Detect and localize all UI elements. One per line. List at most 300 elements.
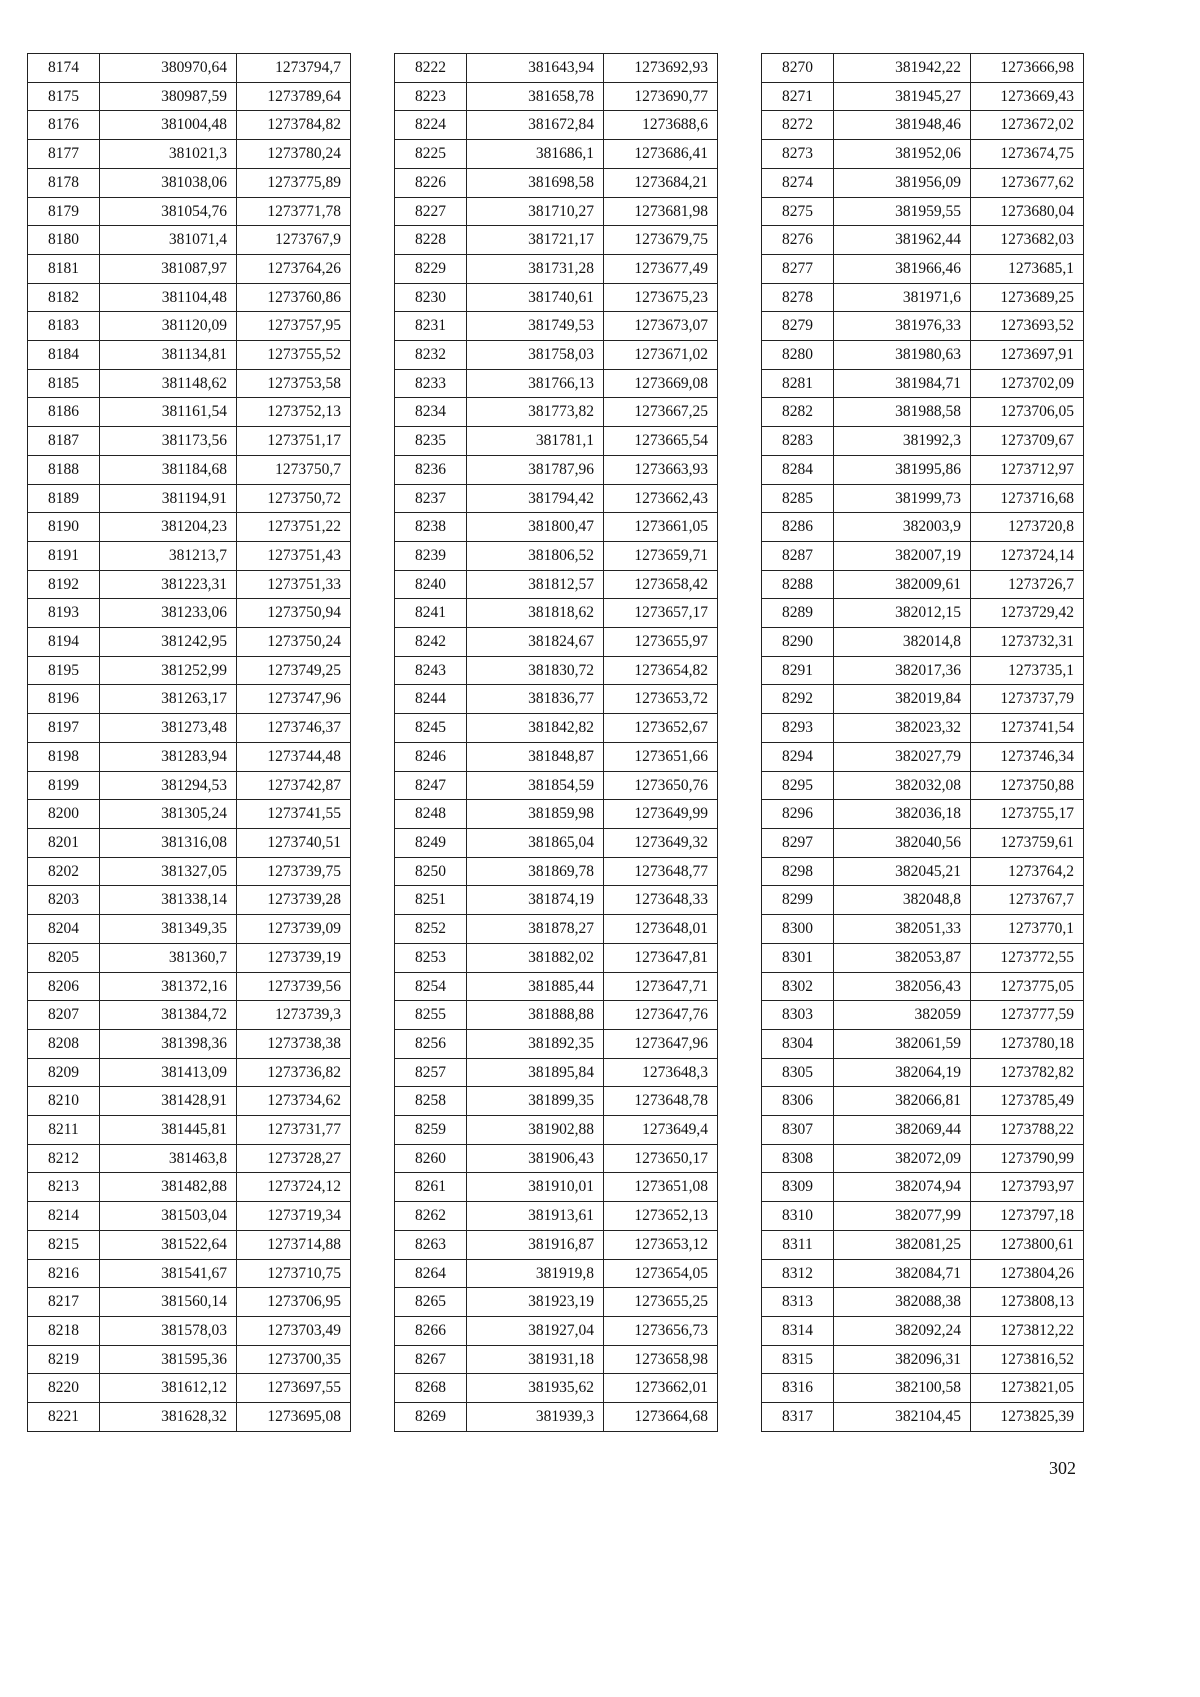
x-coordinate-cell: 381054,76 <box>100 197 237 226</box>
point-number-cell: 8310 <box>762 1202 834 1231</box>
table-row <box>395 1173 718 1202</box>
y-coordinate-cell: 1273667,25 <box>604 398 718 427</box>
point-number-cell: 8283 <box>762 427 834 456</box>
point-number-cell: 8302 <box>762 972 834 1001</box>
x-coordinate-cell: 381204,23 <box>100 513 237 542</box>
x-coordinate-cell: 381021,3 <box>100 140 237 169</box>
point-number-cell: 8256 <box>395 1029 467 1058</box>
x-coordinate-cell: 381992,3 <box>834 427 971 456</box>
y-coordinate-cell: 1273797,18 <box>971 1202 1084 1231</box>
point-number-cell: 8202 <box>28 857 100 886</box>
x-coordinate-cell: 381999,73 <box>834 484 971 513</box>
y-coordinate-cell: 1273742,87 <box>237 771 351 800</box>
point-number-cell: 8190 <box>28 513 100 542</box>
y-coordinate-cell: 1273674,75 <box>971 140 1084 169</box>
point-number-cell: 8225 <box>395 140 467 169</box>
table-row <box>762 1116 1084 1145</box>
x-coordinate-cell: 381148,62 <box>100 369 237 398</box>
x-coordinate-cell: 381628,32 <box>100 1403 237 1432</box>
point-number-cell: 8176 <box>28 111 100 140</box>
y-coordinate-cell: 1273655,25 <box>604 1288 718 1317</box>
table-row <box>395 341 718 370</box>
point-number-cell: 8293 <box>762 714 834 743</box>
point-number-cell: 8228 <box>395 226 467 255</box>
point-number-cell: 8305 <box>762 1058 834 1087</box>
x-coordinate-cell: 381223,31 <box>100 570 237 599</box>
x-coordinate-cell: 382069,44 <box>834 1116 971 1145</box>
y-coordinate-cell: 1273750,94 <box>237 599 351 628</box>
table-row <box>28 857 351 886</box>
y-coordinate-cell: 1273693,52 <box>971 312 1084 341</box>
table-row <box>28 82 351 111</box>
x-coordinate-cell: 381194,91 <box>100 484 237 513</box>
y-coordinate-cell: 1273751,33 <box>237 570 351 599</box>
y-coordinate-cell: 1273659,71 <box>604 541 718 570</box>
x-coordinate-cell: 382009,61 <box>834 570 971 599</box>
table-row <box>762 111 1084 140</box>
point-number-cell: 8224 <box>395 111 467 140</box>
x-coordinate-cell: 381305,24 <box>100 800 237 829</box>
point-number-cell: 8249 <box>395 828 467 857</box>
y-coordinate-cell: 1273665,54 <box>604 427 718 456</box>
y-coordinate-cell: 1273662,43 <box>604 484 718 513</box>
point-number-cell: 8300 <box>762 915 834 944</box>
x-coordinate-cell: 381213,7 <box>100 541 237 570</box>
table-row <box>28 254 351 283</box>
point-number-cell: 8276 <box>762 226 834 255</box>
point-number-cell: 8201 <box>28 828 100 857</box>
y-coordinate-cell: 1273712,97 <box>971 455 1084 484</box>
point-number-cell: 8194 <box>28 628 100 657</box>
y-coordinate-cell: 1273654,82 <box>604 656 718 685</box>
table-row <box>762 1403 1084 1432</box>
table-row <box>28 1001 351 1030</box>
y-coordinate-cell: 1273764,2 <box>971 857 1084 886</box>
x-coordinate-cell: 382003,9 <box>834 513 971 542</box>
x-coordinate-cell: 381800,47 <box>467 513 604 542</box>
y-coordinate-cell: 1273764,26 <box>237 254 351 283</box>
table-row <box>762 369 1084 398</box>
table-row <box>762 1173 1084 1202</box>
table-row <box>28 226 351 255</box>
point-number-cell: 8179 <box>28 197 100 226</box>
page-number: 302 <box>1049 1458 1076 1478</box>
point-number-cell: 8259 <box>395 1116 467 1145</box>
y-coordinate-cell: 1273759,61 <box>971 828 1084 857</box>
point-number-cell: 8281 <box>762 369 834 398</box>
x-coordinate-cell: 381913,61 <box>467 1202 604 1231</box>
x-coordinate-cell: 381384,72 <box>100 1001 237 1030</box>
point-number-cell: 8234 <box>395 398 467 427</box>
x-coordinate-cell: 382023,32 <box>834 714 971 743</box>
y-coordinate-cell: 1273731,77 <box>237 1116 351 1145</box>
y-coordinate-cell: 1273750,7 <box>237 455 351 484</box>
table-row <box>395 369 718 398</box>
table-row <box>395 1029 718 1058</box>
x-coordinate-cell: 382061,59 <box>834 1029 971 1058</box>
x-coordinate-cell: 381004,48 <box>100 111 237 140</box>
point-number-cell: 8258 <box>395 1087 467 1116</box>
table-row <box>395 1288 718 1317</box>
y-coordinate-cell: 1273686,41 <box>604 140 718 169</box>
point-number-cell: 8237 <box>395 484 467 513</box>
x-coordinate-cell: 381445,81 <box>100 1116 237 1145</box>
x-coordinate-cell: 381283,94 <box>100 742 237 771</box>
point-number-cell: 8254 <box>395 972 467 1001</box>
x-coordinate-cell: 382014,8 <box>834 628 971 657</box>
point-number-cell: 8182 <box>28 283 100 312</box>
table-row <box>395 484 718 513</box>
x-coordinate-cell: 381818,62 <box>467 599 604 628</box>
table-row <box>395 398 718 427</box>
point-number-cell: 8193 <box>28 599 100 628</box>
table-row <box>762 628 1084 657</box>
table-row <box>28 1230 351 1259</box>
table-row <box>762 685 1084 714</box>
y-coordinate-cell: 1273750,24 <box>237 628 351 657</box>
x-coordinate-cell: 381104,48 <box>100 283 237 312</box>
table-row <box>28 1058 351 1087</box>
point-number-cell: 8235 <box>395 427 467 456</box>
table-row <box>762 1058 1084 1087</box>
point-number-cell: 8278 <box>762 283 834 312</box>
table-row <box>395 1202 718 1231</box>
y-coordinate-cell: 1273724,12 <box>237 1173 351 1202</box>
table-row <box>762 656 1084 685</box>
point-number-cell: 8260 <box>395 1144 467 1173</box>
point-number-cell: 8257 <box>395 1058 467 1087</box>
point-number-cell: 8247 <box>395 771 467 800</box>
x-coordinate-cell: 381948,46 <box>834 111 971 140</box>
y-coordinate-cell: 1273739,09 <box>237 915 351 944</box>
point-number-cell: 8238 <box>395 513 467 542</box>
point-number-cell: 8185 <box>28 369 100 398</box>
table-row <box>762 484 1084 513</box>
table-row <box>395 628 718 657</box>
point-number-cell: 8294 <box>762 742 834 771</box>
x-coordinate-cell: 381360,7 <box>100 943 237 972</box>
x-coordinate-cell: 382072,09 <box>834 1144 971 1173</box>
table-row <box>395 197 718 226</box>
y-coordinate-cell: 1273736,82 <box>237 1058 351 1087</box>
point-number-cell: 8304 <box>762 1029 834 1058</box>
table-row <box>395 943 718 972</box>
point-number-cell: 8184 <box>28 341 100 370</box>
table-row <box>395 828 718 857</box>
y-coordinate-cell: 1273734,62 <box>237 1087 351 1116</box>
x-coordinate-cell: 382084,71 <box>834 1259 971 1288</box>
x-coordinate-cell: 382032,08 <box>834 771 971 800</box>
y-coordinate-cell: 1273651,08 <box>604 1173 718 1202</box>
y-coordinate-cell: 1273771,78 <box>237 197 351 226</box>
y-coordinate-cell: 1273784,82 <box>237 111 351 140</box>
x-coordinate-cell: 381522,64 <box>100 1230 237 1259</box>
x-coordinate-cell: 381758,03 <box>467 341 604 370</box>
x-coordinate-cell: 381316,08 <box>100 828 237 857</box>
point-number-cell: 8248 <box>395 800 467 829</box>
x-coordinate-cell: 381824,67 <box>467 628 604 657</box>
point-number-cell: 8315 <box>762 1345 834 1374</box>
table-row <box>395 1087 718 1116</box>
x-coordinate-cell: 381895,84 <box>467 1058 604 1087</box>
x-coordinate-cell: 381892,35 <box>467 1029 604 1058</box>
x-coordinate-cell: 381888,88 <box>467 1001 604 1030</box>
point-number-cell: 8286 <box>762 513 834 542</box>
table-row <box>28 1087 351 1116</box>
table-row <box>28 283 351 312</box>
x-coordinate-cell: 381966,46 <box>834 254 971 283</box>
table-row <box>28 455 351 484</box>
table-row <box>28 1144 351 1173</box>
y-coordinate-cell: 1273671,02 <box>604 341 718 370</box>
table-row <box>28 1202 351 1231</box>
table-row <box>762 541 1084 570</box>
point-number-cell: 8311 <box>762 1230 834 1259</box>
x-coordinate-cell: 382019,84 <box>834 685 971 714</box>
y-coordinate-cell: 1273703,49 <box>237 1316 351 1345</box>
point-number-cell: 8290 <box>762 628 834 657</box>
point-number-cell: 8314 <box>762 1316 834 1345</box>
table-row <box>395 283 718 312</box>
y-coordinate-cell: 1273684,21 <box>604 168 718 197</box>
x-coordinate-cell: 382059 <box>834 1001 971 1030</box>
table-row <box>395 972 718 1001</box>
y-coordinate-cell: 1273789,64 <box>237 82 351 111</box>
table-row <box>395 1374 718 1403</box>
table-row <box>395 714 718 743</box>
table-row <box>762 427 1084 456</box>
y-coordinate-cell: 1273661,05 <box>604 513 718 542</box>
x-coordinate-cell: 381242,95 <box>100 628 237 657</box>
table-row <box>28 771 351 800</box>
point-number-cell: 8183 <box>28 312 100 341</box>
x-coordinate-cell: 381173,56 <box>100 427 237 456</box>
table-row <box>28 1116 351 1145</box>
x-coordinate-cell: 381854,59 <box>467 771 604 800</box>
table-row <box>28 1288 351 1317</box>
point-number-cell: 8204 <box>28 915 100 944</box>
x-coordinate-cell: 381859,98 <box>467 800 604 829</box>
y-coordinate-cell: 1273753,58 <box>237 369 351 398</box>
y-coordinate-cell: 1273750,88 <box>971 771 1084 800</box>
x-coordinate-cell: 381830,72 <box>467 656 604 685</box>
x-coordinate-cell: 381428,91 <box>100 1087 237 1116</box>
y-coordinate-cell: 1273697,91 <box>971 341 1084 370</box>
y-coordinate-cell: 1273677,49 <box>604 254 718 283</box>
y-coordinate-cell: 1273732,31 <box>971 628 1084 657</box>
y-coordinate-cell: 1273689,25 <box>971 283 1084 312</box>
y-coordinate-cell: 1273785,49 <box>971 1087 1084 1116</box>
table-row <box>762 1316 1084 1345</box>
table-row <box>28 341 351 370</box>
table-row <box>762 972 1084 1001</box>
point-number-cell: 8295 <box>762 771 834 800</box>
y-coordinate-cell: 1273825,39 <box>971 1403 1084 1432</box>
table-row <box>762 1202 1084 1231</box>
y-coordinate-cell: 1273648,78 <box>604 1087 718 1116</box>
point-number-cell: 8207 <box>28 1001 100 1030</box>
table-row <box>762 1001 1084 1030</box>
point-number-cell: 8195 <box>28 656 100 685</box>
x-coordinate-cell: 381233,06 <box>100 599 237 628</box>
table-row <box>28 369 351 398</box>
y-coordinate-cell: 1273719,34 <box>237 1202 351 1231</box>
point-number-cell: 8188 <box>28 455 100 484</box>
point-number-cell: 8231 <box>395 312 467 341</box>
x-coordinate-cell: 381919,8 <box>467 1259 604 1288</box>
x-coordinate-cell: 381731,28 <box>467 254 604 283</box>
x-coordinate-cell: 382066,81 <box>834 1087 971 1116</box>
y-coordinate-cell: 1273650,76 <box>604 771 718 800</box>
y-coordinate-cell: 1273739,19 <box>237 943 351 972</box>
y-coordinate-cell: 1273690,77 <box>604 82 718 111</box>
y-coordinate-cell: 1273775,89 <box>237 168 351 197</box>
y-coordinate-cell: 1273749,25 <box>237 656 351 685</box>
table-row <box>395 427 718 456</box>
point-number-cell: 8175 <box>28 82 100 111</box>
point-number-cell: 8299 <box>762 886 834 915</box>
y-coordinate-cell: 1273657,17 <box>604 599 718 628</box>
point-number-cell: 8271 <box>762 82 834 111</box>
y-coordinate-cell: 1273695,08 <box>237 1403 351 1432</box>
point-number-cell: 8308 <box>762 1144 834 1173</box>
point-number-cell: 8252 <box>395 915 467 944</box>
table-row <box>762 828 1084 857</box>
x-coordinate-cell: 381773,82 <box>467 398 604 427</box>
point-number-cell: 8218 <box>28 1316 100 1345</box>
table-row <box>28 570 351 599</box>
y-coordinate-cell: 1273669,08 <box>604 369 718 398</box>
x-coordinate-cell: 381595,36 <box>100 1345 237 1374</box>
table-row <box>28 714 351 743</box>
y-coordinate-cell: 1273673,07 <box>604 312 718 341</box>
y-coordinate-cell: 1273709,67 <box>971 427 1084 456</box>
y-coordinate-cell: 1273739,28 <box>237 886 351 915</box>
table-row <box>762 1087 1084 1116</box>
x-coordinate-cell: 382064,19 <box>834 1058 971 1087</box>
y-coordinate-cell: 1273740,51 <box>237 828 351 857</box>
y-coordinate-cell: 1273782,82 <box>971 1058 1084 1087</box>
x-coordinate-cell: 381812,57 <box>467 570 604 599</box>
table-row <box>762 1288 1084 1317</box>
point-number-cell: 8212 <box>28 1144 100 1173</box>
point-number-cell: 8209 <box>28 1058 100 1087</box>
y-coordinate-cell: 1273700,35 <box>237 1345 351 1374</box>
y-coordinate-cell: 1273672,02 <box>971 111 1084 140</box>
point-number-cell: 8187 <box>28 427 100 456</box>
y-coordinate-cell: 1273702,09 <box>971 369 1084 398</box>
point-number-cell: 8205 <box>28 943 100 972</box>
table-row <box>395 857 718 886</box>
table-row <box>762 254 1084 283</box>
x-coordinate-cell: 381612,12 <box>100 1374 237 1403</box>
point-number-cell: 8227 <box>395 197 467 226</box>
point-number-cell: 8181 <box>28 254 100 283</box>
point-number-cell: 8203 <box>28 886 100 915</box>
x-coordinate-cell: 382053,87 <box>834 943 971 972</box>
y-coordinate-cell: 1273680,04 <box>971 197 1084 226</box>
y-coordinate-cell: 1273649,32 <box>604 828 718 857</box>
x-coordinate-cell: 381942,22 <box>834 54 971 83</box>
table-row <box>762 283 1084 312</box>
table-row <box>762 513 1084 542</box>
table-row <box>395 513 718 542</box>
y-coordinate-cell: 1273714,88 <box>237 1230 351 1259</box>
x-coordinate-cell: 381463,8 <box>100 1144 237 1173</box>
point-number-cell: 8244 <box>395 685 467 714</box>
table-row <box>395 1144 718 1173</box>
table-row <box>28 628 351 657</box>
x-coordinate-cell: 380987,59 <box>100 82 237 111</box>
table-row <box>28 943 351 972</box>
table-row <box>395 1345 718 1374</box>
table-row <box>28 1403 351 1432</box>
table-row <box>395 541 718 570</box>
y-coordinate-cell: 1273648,3 <box>604 1058 718 1087</box>
x-coordinate-cell: 381338,14 <box>100 886 237 915</box>
point-number-cell: 8267 <box>395 1345 467 1374</box>
point-number-cell: 8192 <box>28 570 100 599</box>
table-row <box>395 685 718 714</box>
y-coordinate-cell: 1273679,75 <box>604 226 718 255</box>
y-coordinate-cell: 1273675,23 <box>604 283 718 312</box>
x-coordinate-cell: 381578,03 <box>100 1316 237 1345</box>
table-row <box>762 341 1084 370</box>
table-row <box>28 685 351 714</box>
point-number-cell: 8216 <box>28 1259 100 1288</box>
table-row <box>762 1029 1084 1058</box>
table-row <box>28 54 351 83</box>
y-coordinate-cell: 1273652,67 <box>604 714 718 743</box>
y-coordinate-cell: 1273750,72 <box>237 484 351 513</box>
x-coordinate-cell: 381980,63 <box>834 341 971 370</box>
x-coordinate-cell: 381882,02 <box>467 943 604 972</box>
y-coordinate-cell: 1273706,95 <box>237 1288 351 1317</box>
x-coordinate-cell: 381874,19 <box>467 886 604 915</box>
x-coordinate-cell: 381413,09 <box>100 1058 237 1087</box>
y-coordinate-cell: 1273682,03 <box>971 226 1084 255</box>
point-number-cell: 8263 <box>395 1230 467 1259</box>
point-number-cell: 8210 <box>28 1087 100 1116</box>
y-coordinate-cell: 1273751,17 <box>237 427 351 456</box>
y-coordinate-cell: 1273741,55 <box>237 800 351 829</box>
table-row <box>762 599 1084 628</box>
x-coordinate-cell: 381836,77 <box>467 685 604 714</box>
y-coordinate-cell: 1273780,24 <box>237 140 351 169</box>
point-number-cell: 8266 <box>395 1316 467 1345</box>
table-row <box>28 915 351 944</box>
x-coordinate-cell: 381698,58 <box>467 168 604 197</box>
table-row <box>762 168 1084 197</box>
y-coordinate-cell: 1273794,7 <box>237 54 351 83</box>
x-coordinate-cell: 381252,99 <box>100 656 237 685</box>
table-row <box>28 312 351 341</box>
y-coordinate-cell: 1273677,62 <box>971 168 1084 197</box>
y-coordinate-cell: 1273663,93 <box>604 455 718 484</box>
table-row <box>395 1116 718 1145</box>
point-number-cell: 8285 <box>762 484 834 513</box>
table-row <box>395 1403 718 1432</box>
x-coordinate-cell: 382012,15 <box>834 599 971 628</box>
point-number-cell: 8219 <box>28 1345 100 1374</box>
x-coordinate-cell: 381842,82 <box>467 714 604 743</box>
x-coordinate-cell: 381865,04 <box>467 828 604 857</box>
table-row <box>395 771 718 800</box>
table-row <box>28 513 351 542</box>
y-coordinate-cell: 1273648,01 <box>604 915 718 944</box>
x-coordinate-cell: 382077,99 <box>834 1202 971 1231</box>
table-row <box>395 140 718 169</box>
